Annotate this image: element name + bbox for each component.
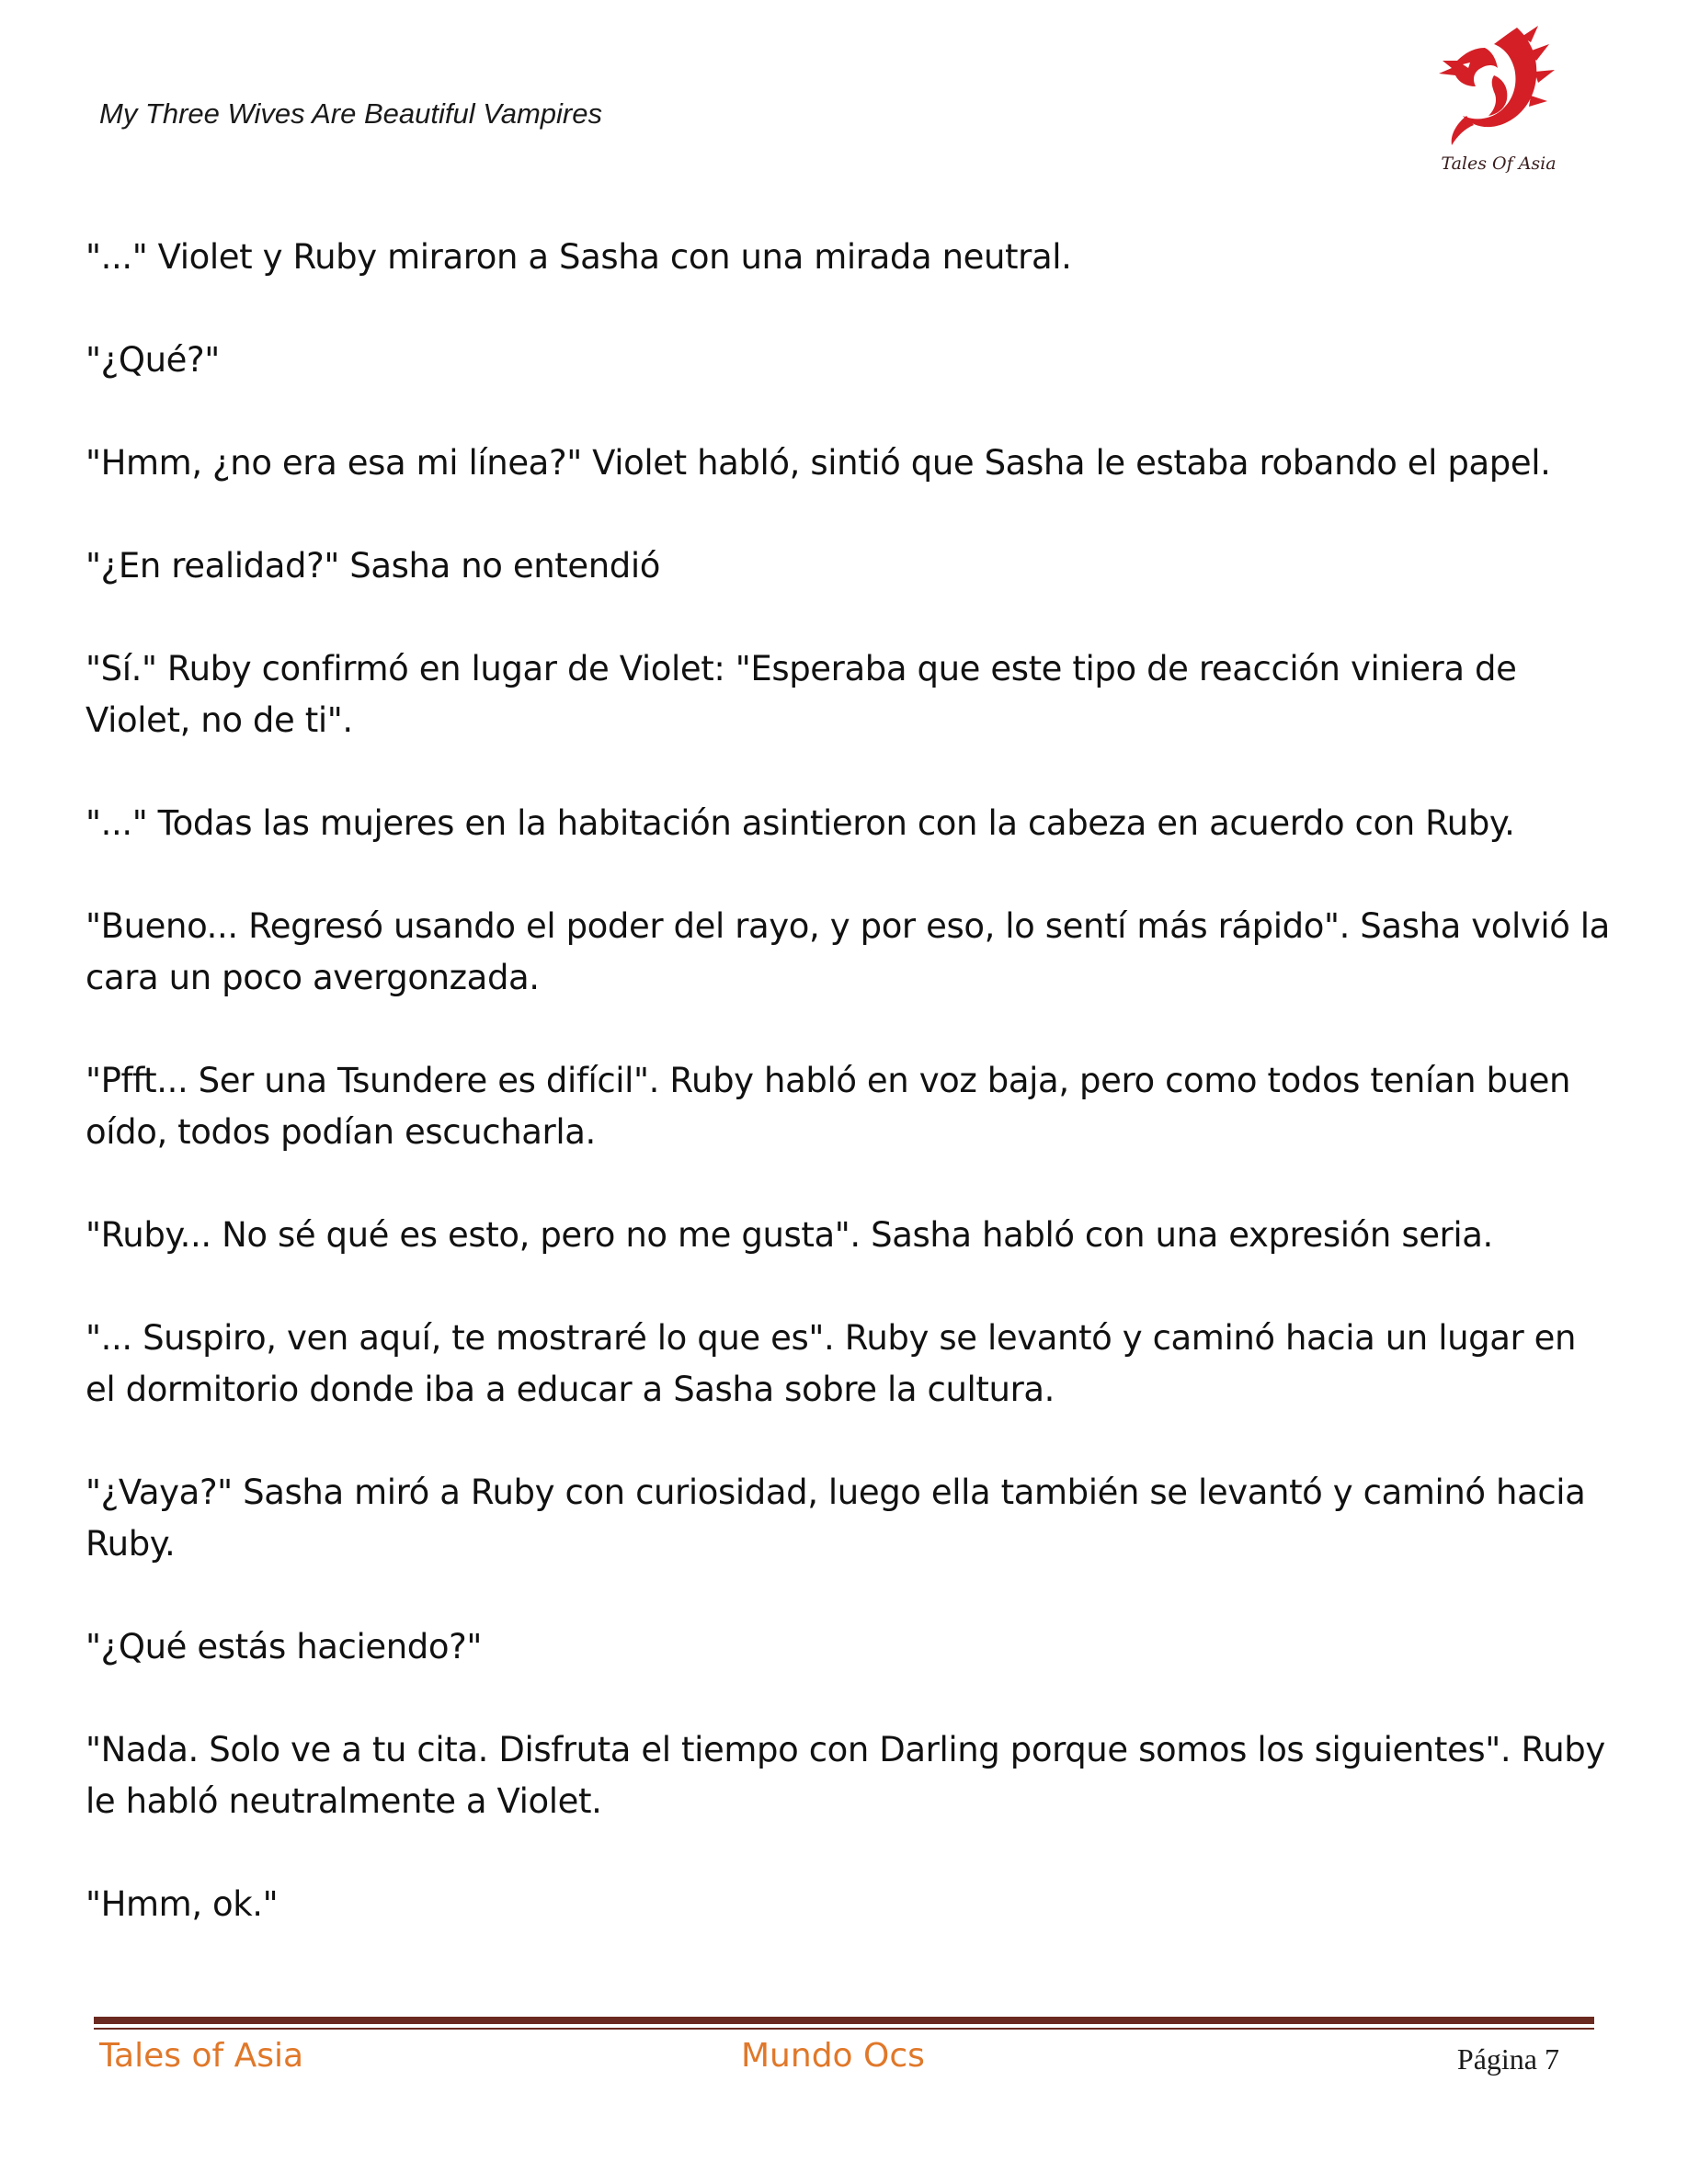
paragraph: "Hmm, ¿no era esa mi línea?" Violet habló, sintió que Sasha le estaba robando el papel.	[86, 443, 1551, 483]
red-dragon-icon	[1430, 20, 1568, 158]
footer-site-name: Tales of Asia	[99, 2037, 304, 2075]
paragraph: "Ruby... No sé qué es esto, pero no me gusta". Sasha habló con una expresión seria.	[86, 1215, 1493, 1255]
paragraph: "..." Violet y Ruby miraron a Sasha con una mirada neutral.	[86, 237, 1072, 277]
logo-text: Tales Of Asia	[1441, 154, 1557, 174]
tales-of-asia-logo	[1430, 20, 1568, 181]
paragraph: "... Suspiro, ven aquí, te mostraré lo que es". Ruby se levantó y caminó hacia un lugar en el dormitorio donde iba a educar a Sasha sobre la cultura.	[86, 1318, 1577, 1409]
footer-section-name: Mundo Ocs	[741, 2037, 925, 2075]
paragraph: "Sí." Ruby confirmó en lugar de Violet: "Esperaba que este tipo de reacción viniera de Violet, no de ti".	[86, 649, 1517, 740]
paragraph: "¿En realidad?" Sasha no entendió	[86, 546, 661, 586]
page-number: Página 7	[1456, 2042, 1559, 2076]
document-title: My Three Wives Are Beautiful Vampires	[99, 97, 602, 130]
paragraph: "Hmm, ok."	[86, 1884, 279, 1924]
paragraph: "¿Qué?"	[86, 340, 220, 380]
chapter-body	[86, 232, 1612, 1982]
footer-divider	[94, 2017, 1594, 2030]
paragraph: "Nada. Solo ve a tu cita. Disfruta el tiempo con Darling porque somos los siguientes". Ruby le habló neutralmente a Violet.	[86, 1730, 1605, 1821]
paragraph: "Bueno... Regresó usando el poder del rayo, y por eso, lo sentí más rápido". Sasha volvió la cara un poco avergonzada.	[86, 906, 1610, 997]
paragraph: "¿Vaya?" Sasha miró a Ruby con curiosidad, luego ella también se levantó y caminó hacia Ruby.	[86, 1473, 1586, 1564]
paragraph: "Pfft... Ser una Tsundere es difícil". Ruby habló en voz baja, pero como todos tenían buen oído, todos podían escucharla.	[86, 1061, 1571, 1152]
paragraph: "¿Qué estás haciendo?"	[86, 1627, 482, 1666]
paragraph: "..." Todas las mujeres en la habitación asintieron con la cabeza en acuerdo con Ruby.	[86, 803, 1515, 843]
